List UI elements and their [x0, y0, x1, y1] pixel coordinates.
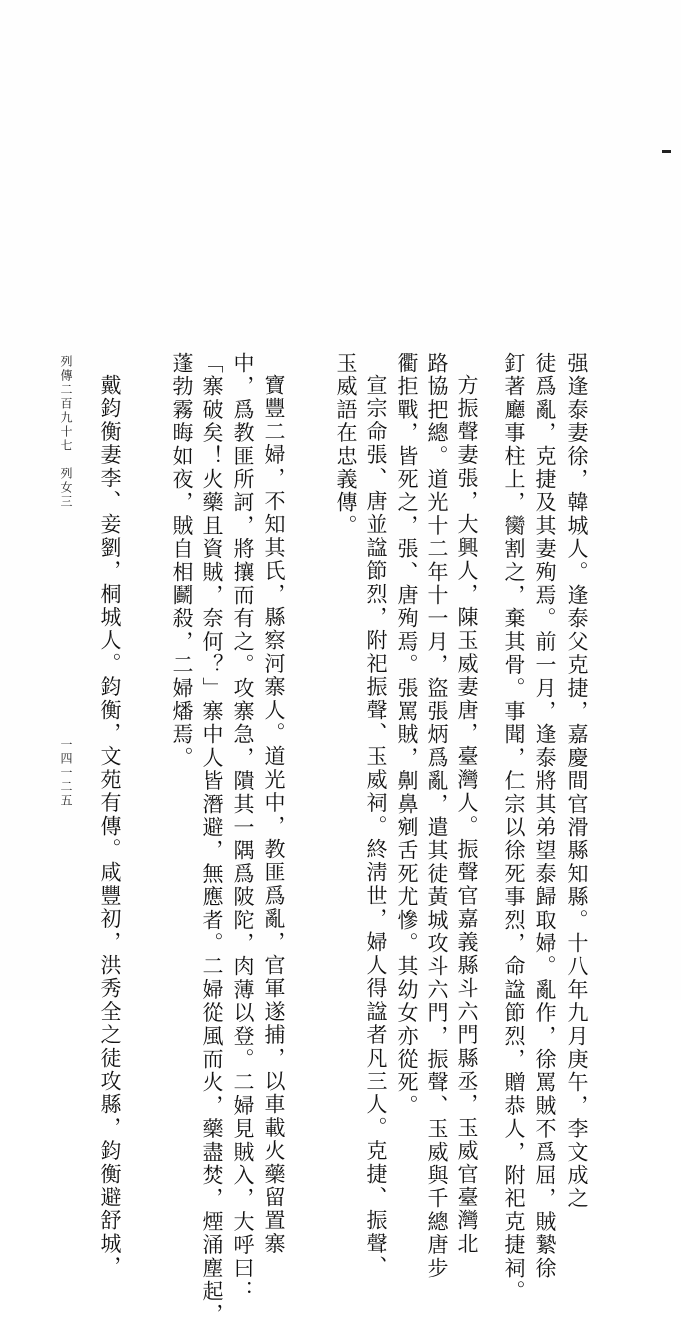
edge-mark — [662, 150, 671, 153]
text-column-12: 蓬勃霧晦如夜，賊自相鬬殺，二婦燔焉。 — [170, 352, 194, 770]
text-column-3: 釘著廳事柱上，臠割之，棄其骨。事聞，仁宗以徐死事烈，命諡節烈，贈恭人，附祀克捷祠。 — [502, 352, 526, 1304]
text-column-2: 徒爲亂，克捷及其妻殉焉。前一月，逢泰將其弟望泰歸取婦。亂作，徐罵賊不爲屈，賊縶徐 — [533, 352, 557, 1280]
text-column-9: 寶豐二婦，不知其氏，縣察河寨人。道光中，教匪爲亂，官軍遂捕，以車載火藥留置寨 — [262, 374, 286, 1256]
running-header: 列傳二百九十七 列女三 — [59, 355, 73, 509]
page-number: 一四一二五 — [59, 738, 73, 808]
text-column-7: 宣宗命張、唐並諡節烈，附祀振聲、玉威祠。終淸世，婦人得諡者凡三人。克捷、振聲、 — [364, 374, 388, 1279]
text-column-4: 方振聲妻張，大興人，陳玉威妻唐，臺灣人。振聲官嘉義縣斗六門縣丞，玉威官臺灣北 — [455, 374, 479, 1256]
text-column-5: 路協把總。道光十二年十一月，盜張炳爲亂，遣其徒黃城攻斗六門，振聲、玉威與千總唐步 — [425, 352, 449, 1280]
text-column-6: 衢拒戰，皆死之，張、唐殉焉。張罵賊，劓鼻剜舌死尤慘。其幼女亦從死。 — [395, 352, 419, 1118]
text-column-11: 「寨破矣！火藥且資賊，奈何？」寨中人皆潛避，無應者。二婦從風而火，藥盡焚，煙涌塵起， — [200, 352, 224, 1326]
text-column-13: 戴鈞衡妻李、妾劉，桐城人。鈞衡，文苑有傳。咸豐初，洪秀全之徒攻縣，鈞衡避舒城， — [98, 374, 122, 1279]
text-column-10: 中，爲教匪所訶，將攘而有之。攻寨急，隤其一隅爲陂陀，肉薄以登。二婦見賊入，大呼曰： — [231, 352, 255, 1304]
text-column-1: 强逢泰妻徐，韓城人。逢泰父克捷，嘉慶間官滑縣知縣。十八年九月庚午，李文成之 — [565, 352, 589, 1211]
text-column-8: 玉威語在忠義傳。 — [334, 352, 358, 538]
